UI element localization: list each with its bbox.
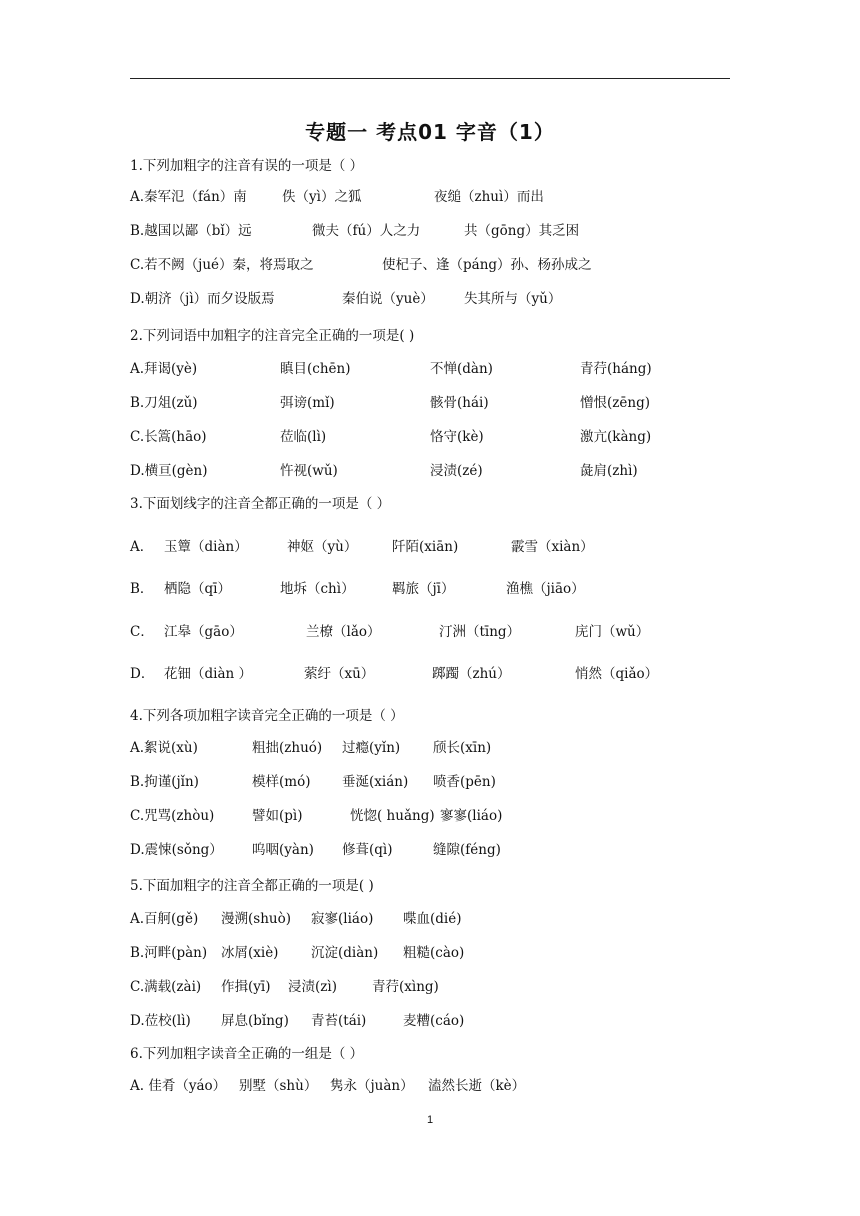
header-rule (130, 78, 730, 79)
page-title: 专题一 考点01 字音（1） (305, 120, 555, 144)
page-number: 1 (426, 1114, 434, 1126)
